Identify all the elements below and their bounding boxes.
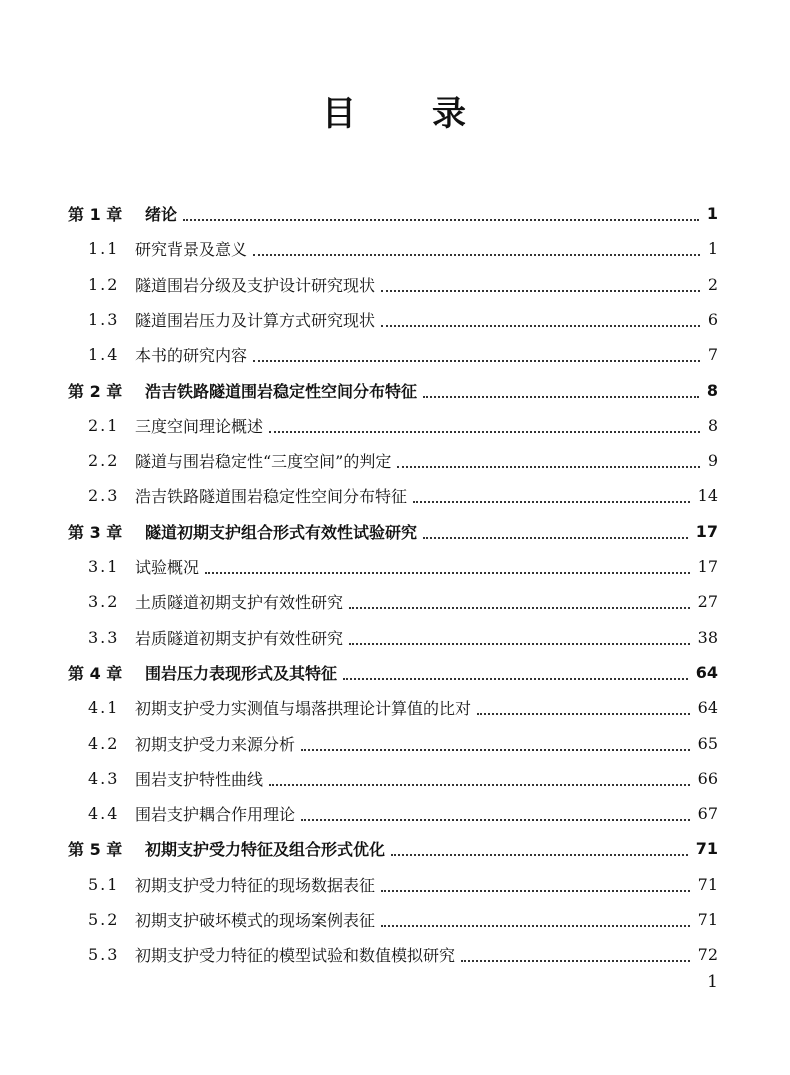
toc-entry-page: 72 — [697, 945, 718, 965]
toc-leader-dots — [253, 252, 700, 256]
toc-entry-title: 初期支护受力特征的模型试验和数值模拟研究 — [135, 946, 456, 966]
toc-entry-number: 2.1 — [88, 415, 120, 435]
toc-section-row[interactable] — [0, 408, 790, 443]
toc-leader-dots — [301, 747, 690, 751]
toc-chapter-row[interactable] — [0, 196, 790, 231]
toc-leader-dots — [381, 888, 690, 892]
toc-entry-page: 8 — [707, 415, 718, 435]
toc-entry-number: 第 3 章 — [68, 522, 123, 542]
toc-entry-title: 隧道与围岩稳定性“三度空间”的判定 — [135, 452, 392, 472]
toc-entry-page: 64 — [695, 662, 718, 682]
toc-entry-page: 65 — [697, 733, 718, 753]
toc-section-row[interactable] — [0, 726, 790, 761]
toc-section-row[interactable] — [0, 302, 790, 337]
toc-entry-title: 隧道围岩压力及计算方式研究现状 — [135, 310, 376, 330]
toc-entry-number: 第 2 章 — [68, 381, 123, 401]
toc-entry-page: 2 — [707, 274, 718, 294]
toc-chapter-row[interactable] — [0, 655, 790, 690]
toc-entry-page: 14 — [697, 486, 718, 506]
toc-entry-page: 1 — [707, 239, 718, 259]
toc-chapter-row[interactable] — [0, 514, 790, 549]
toc-section-row[interactable] — [0, 937, 790, 972]
toc-entry-number: 3.1 — [88, 557, 120, 576]
toc-entry-number: 5.1 — [88, 874, 120, 894]
toc-entry-number: 4.4 — [88, 804, 120, 824]
toc-section-row[interactable] — [0, 549, 790, 584]
toc-entry-page: 64 — [697, 698, 718, 718]
toc-entry-number: 5.3 — [88, 945, 120, 965]
toc-leader-dots — [253, 358, 700, 362]
toc-section-row[interactable] — [0, 620, 790, 655]
toc-section-row[interactable] — [0, 267, 790, 302]
toc-entry-title: 初期支护破坏模式的现场案例表征 — [135, 911, 376, 930]
toc-section-row[interactable] — [0, 443, 790, 478]
toc-entry-title: 围岩支护耦合作用理论 — [135, 805, 296, 825]
toc-leader-dots — [301, 817, 690, 821]
toc-leader-dots — [349, 605, 690, 609]
toc-entry-number: 5.2 — [88, 910, 120, 929]
toc-entry-number: 4.2 — [88, 733, 120, 753]
toc-entry-title: 围岩压力表现形式及其特征 — [145, 663, 338, 683]
toc-entry-page: 6 — [707, 309, 718, 329]
toc-leader-dots — [381, 923, 690, 927]
toc-entry-number: 2.3 — [88, 486, 120, 506]
toc-entry-title: 初期支护受力特征及组合形式优化 — [145, 840, 386, 860]
page-number: 1 — [707, 972, 718, 992]
toc-entry-title: 研究背景及意义 — [135, 240, 248, 260]
toc-entry-title: 本书的研究内容 — [135, 346, 248, 366]
toc-entry-number: 4.1 — [88, 698, 120, 718]
toc-entry-title: 试验概况 — [135, 558, 200, 577]
toc-section-row[interactable] — [0, 584, 790, 619]
toc-leader-dots — [423, 535, 688, 539]
toc-entry-page: 8 — [706, 380, 718, 400]
toc-leader-dots — [343, 676, 688, 680]
toc-section-row[interactable] — [0, 902, 790, 937]
toc-chapter-row[interactable] — [0, 831, 790, 866]
toc-section-row[interactable] — [0, 690, 790, 725]
toc-entry-title: 初期支护受力实测值与塌落拱理论计算值的比对 — [135, 699, 472, 719]
toc-entry-number: 2.2 — [88, 451, 120, 471]
toc-entry-page: 9 — [707, 451, 718, 471]
toc-entry-title: 浩吉铁路隧道围岩稳定性空间分布特征 — [135, 487, 408, 507]
toc-entry-number: 4.3 — [88, 768, 120, 788]
toc-entry-title: 绪论 — [145, 205, 178, 224]
toc-leader-dots — [391, 852, 688, 856]
toc-entry-page: 71 — [697, 910, 718, 929]
toc-leader-dots — [183, 217, 699, 221]
title-char-1: 目 — [322, 94, 356, 134]
toc-entry-page: 17 — [697, 557, 718, 576]
toc-entry-page: 7 — [707, 345, 718, 365]
toc-entry-page: 17 — [695, 521, 718, 541]
toc-section-row[interactable] — [0, 231, 790, 266]
toc-entry-number: 3.3 — [88, 627, 120, 647]
toc-section-row[interactable] — [0, 337, 790, 372]
toc-entry-number: 3.2 — [88, 592, 120, 612]
toc-leader-dots — [413, 499, 690, 503]
toc-leader-dots — [397, 464, 699, 468]
toc-entry-page: 27 — [697, 592, 718, 612]
toc-leader-dots — [381, 323, 700, 327]
toc-section-row[interactable] — [0, 761, 790, 796]
toc-entry-number: 1.2 — [88, 274, 120, 294]
toc-entry-title: 三度空间理论概述 — [135, 416, 264, 436]
toc-entry-page: 71 — [695, 839, 718, 859]
toc-entry-page: 66 — [697, 768, 718, 788]
toc-chapter-row[interactable] — [0, 373, 790, 408]
toc-entry-title: 土质隧道初期支护有效性研究 — [135, 593, 344, 613]
toc-leader-dots — [269, 429, 700, 433]
toc-entry-page: 38 — [697, 627, 718, 647]
toc-entry-title: 岩质隧道初期支护有效性研究 — [135, 628, 344, 648]
toc-entry-title: 隧道初期支护组合形式有效性试验研究 — [145, 522, 418, 542]
toc-leader-dots — [269, 782, 690, 786]
toc-leader-dots — [205, 570, 690, 574]
toc-leader-dots — [349, 641, 690, 645]
toc-leader-dots — [461, 958, 690, 962]
toc-entry-title: 围岩支护特性曲线 — [135, 769, 264, 789]
toc-section-row[interactable] — [0, 867, 790, 902]
toc-entry-page: 67 — [697, 804, 718, 824]
toc-entry-title: 初期支护受力特征的现场数据表征 — [135, 875, 376, 895]
toc-section-row[interactable] — [0, 796, 790, 831]
toc-entry-number: 第 1 章 — [68, 205, 123, 224]
toc-entry-number: 1.4 — [88, 345, 120, 365]
toc-entry-title: 隧道围岩分级及支护设计研究现状 — [135, 275, 376, 295]
toc-entry-number: 1.1 — [88, 239, 120, 259]
toc-leader-dots — [477, 711, 690, 715]
toc-entry-number: 第 4 章 — [68, 663, 123, 683]
toc-entry-number: 第 5 章 — [68, 840, 123, 860]
title-char-2: 录 — [432, 94, 466, 134]
toc-entry-number: 1.3 — [88, 309, 120, 329]
toc-entry-title: 初期支护受力来源分析 — [135, 734, 296, 754]
toc-entry-title: 浩吉铁路隧道围岩稳定性空间分布特征 — [145, 381, 418, 401]
toc-leader-dots — [423, 394, 699, 398]
toc-section-row[interactable] — [0, 478, 790, 513]
toc-entry-page: 1 — [706, 204, 718, 223]
toc-entry-page: 71 — [697, 874, 718, 894]
toc-leader-dots — [381, 288, 700, 292]
